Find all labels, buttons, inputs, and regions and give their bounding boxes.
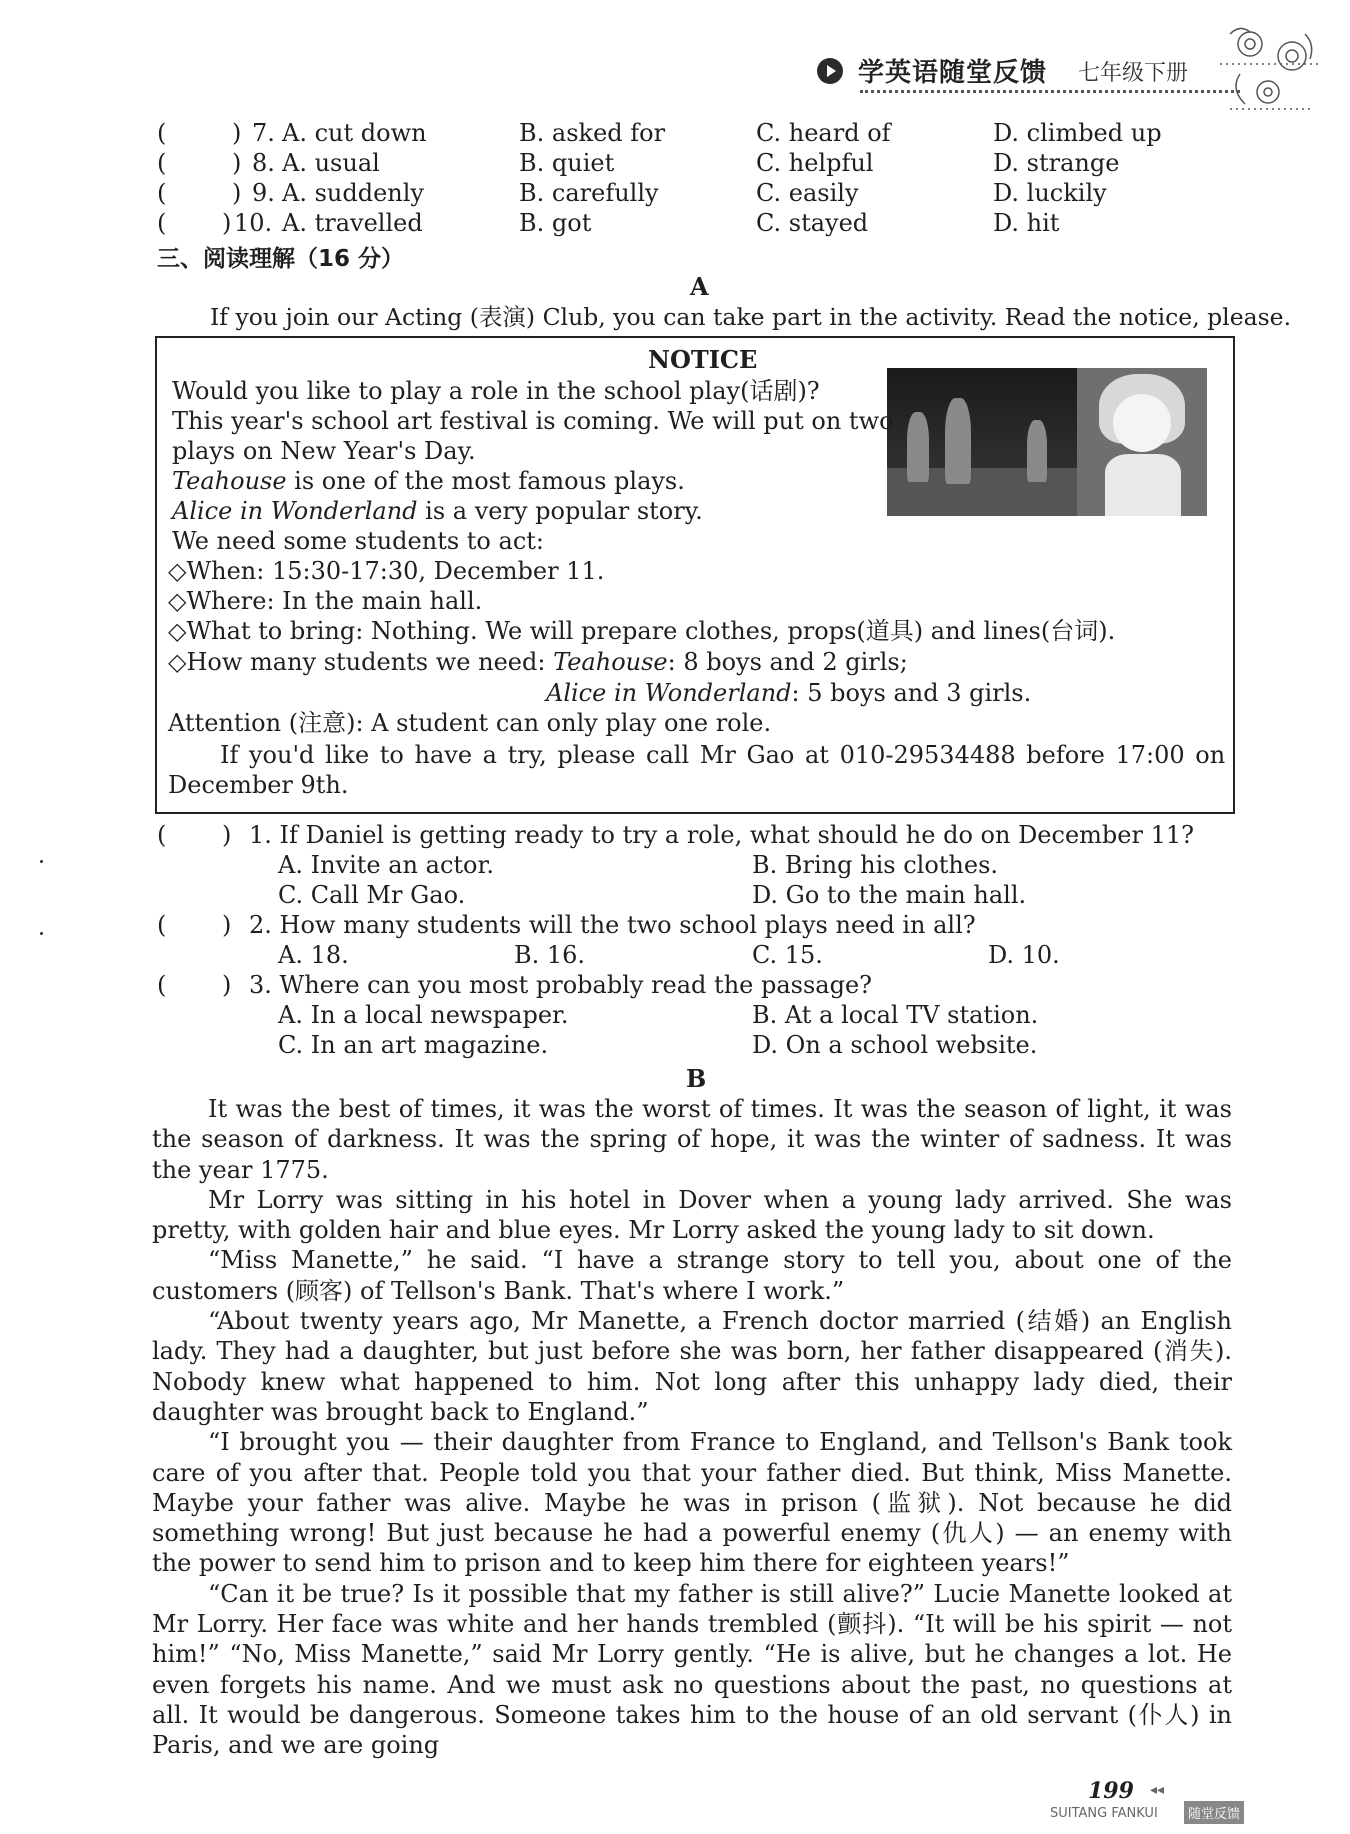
paragraph: “About twenty years ago, Mr Manette, a French doctor married (结婚) an English lady. They had a daughter, but just before she was born, her father disappeared (消失). Nobody knew what happened to him. Not long after this unhappy lady died, their daughter was brought back to England.”: [152, 1307, 1232, 1426]
notice-line: plays on New Year's Day.: [172, 437, 476, 465]
notice-line: Alice in Wonderland is a very popular story.: [172, 497, 703, 525]
choice: B. At a local TV station.: [752, 1001, 1039, 1029]
footer-brand-box: 随堂反馈: [1184, 1801, 1244, 1824]
notice-line: Would you like to play a role in the school play(话剧)?: [172, 377, 820, 405]
notice-how-many: Alice in Wonderland: 5 boys and 3 girls.: [546, 679, 1032, 707]
paragraph: “Miss Manette,” he said. “I have a strange story to tell you, about one of the customers (顾客) of Tellson's Bank. That's where I work.”: [152, 1246, 1232, 1305]
passage-letter: A: [690, 272, 709, 301]
notice-call: December 9th.: [168, 771, 349, 799]
arrow-left-icon: ◂◂: [1150, 1782, 1165, 1798]
option-row: ( ) 10. A. travelled B. got C. stayed D. hit: [157, 209, 1060, 237]
page-number: 199: [1088, 1778, 1134, 1804]
choice: D. Go to the main hall.: [752, 881, 1027, 909]
question: ( ) 2. How many students will the two school plays need in all?: [157, 911, 976, 939]
scan-mark: [40, 860, 43, 863]
option-row: ( ) 7. A. cut down B. asked for C. heard of D. climbed up: [157, 119, 1162, 147]
notice-how-many: ◇How many students we need: Teahouse: 8 boys and 2 girls;: [168, 648, 908, 676]
section-heading: 三、阅读理解（16 分）: [157, 246, 405, 272]
choice: A. 18.: [278, 941, 349, 969]
choice: D. On a school website.: [752, 1031, 1038, 1059]
play-photo: [887, 368, 1207, 516]
passage-b-text: [152, 1094, 1232, 1761]
notice-title: NOTICE: [648, 345, 758, 374]
notice-call: If you'd like to have a try, please call Mr Gao at 010-29534488 before 17:00 on: [220, 741, 1226, 769]
notice-when: ◇When: 15:30-17:30, December 11.: [168, 557, 605, 585]
notice-line: We need some students to act:: [172, 527, 544, 555]
question: ( ) 3. Where can you most probably read the passage?: [157, 971, 873, 999]
choice: C. Call Mr Gao.: [278, 881, 466, 909]
passage-intro: If you join our Acting (表演) Club, you can take part in the activity. Read the notice, please.: [210, 303, 1292, 331]
notice-where: ◇Where: In the main hall.: [168, 587, 483, 615]
option-row: ( ) 9. A. suddenly B. carefully C. easily D. luckily: [157, 179, 1107, 207]
paragraph: “Can it be true? Is it possible that my father is still alive?” Lucie Manette looked at Mr Lorry. Her face was white and her hands trembled (颤抖). “It will be his spirit — not him!” “No, Miss Manette,” said Mr Lorry gently. “He is alive, but he changes a lot. He even forgets his name. And we must ask no questions about the past, no questions at all. It would be dangerous. Someone takes him to the house of an old servant (仆人) in Paris, and we are going: [152, 1579, 1232, 1760]
book-subtitle: 七年级下册: [1078, 61, 1189, 86]
choice: C. In an art magazine.: [278, 1031, 549, 1059]
header-divider: [860, 90, 1240, 93]
play-icon: [817, 58, 843, 84]
scan-mark: [40, 932, 43, 935]
paragraph: It was the best of times, it was the worst of times. It was the season of light, it was the season of darkness. It was the spring of hope, it was the winter of sadness. It was the year 1775.: [152, 1095, 1232, 1184]
choice: A. Invite an actor.: [278, 851, 494, 879]
choice: B. Bring his clothes.: [752, 851, 999, 879]
passage-letter: B: [686, 1064, 707, 1093]
choice: C. 15.: [752, 941, 823, 969]
notice-line: This year's school art festival is coming. We will put on two: [172, 407, 894, 435]
notice-attention: Attention (注意): A student can only play one role.: [168, 709, 772, 737]
footer-brand: SUITANG FANKUI: [1050, 1806, 1158, 1821]
question: ( ) 1. If Daniel is getting ready to try a role, what should he do on December 11?: [157, 821, 1194, 849]
paragraph: Mr Lorry was sitting in his hotel in Dover when a young lady arrived. She was pretty, with golden hair and blue eyes. Mr Lorry asked the young lady to sit down.: [152, 1185, 1232, 1245]
choice: B. 16.: [514, 941, 586, 969]
notice-line: Teahouse is one of the most famous plays.: [172, 467, 685, 495]
book-title: 学英语随堂反馈: [858, 58, 1048, 88]
option-row: ( ) 8. A. usual B. quiet C. helpful D. strange: [157, 149, 1120, 177]
notice-bring: ◇What to bring: Nothing. We will prepare clothes, props(道具) and lines(台词).: [168, 617, 1116, 645]
choice: D. 10.: [988, 941, 1060, 969]
flower-decoration-icon: [1210, 14, 1330, 124]
paragraph: “I brought you — their daughter from France to England, and Tellson's Bank took care of you after that. People told you that your father died. But think, Miss Manette. Maybe your father was alive. Maybe he was in prison (监狱). Not because he did something wrong! But just because he had a powerful enemy (仇人) — an enemy with the power to send him to prison and to keep him there for eighteen years!”: [152, 1428, 1232, 1578]
choice: A. In a local newspaper.: [278, 1001, 569, 1029]
